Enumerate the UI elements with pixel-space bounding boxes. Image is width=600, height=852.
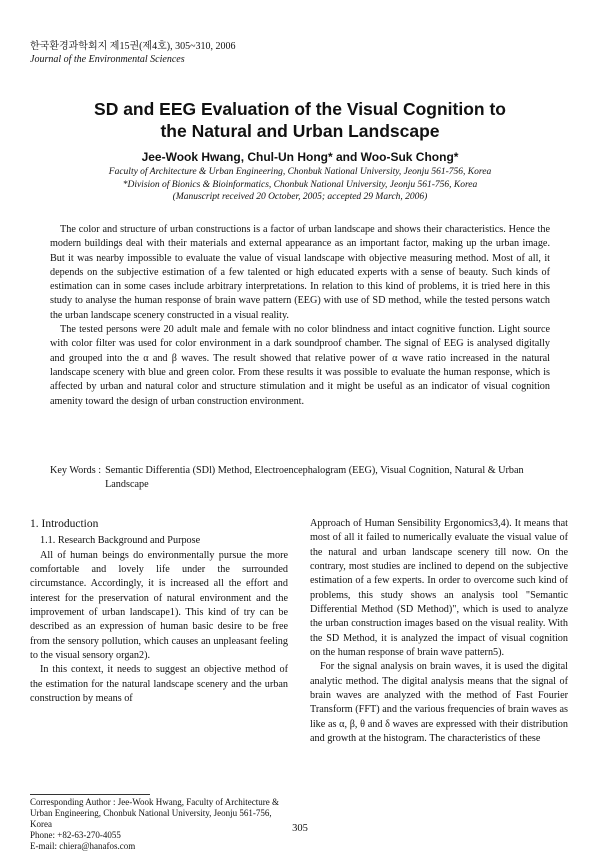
body-paragraph: For the signal analysis on brain waves, it is used the digital analytic method. The digital analysis means that the signal of brain waves are analyzed with the method of Fast Fourier Transform (FFT) and the various frequencies of brain waves as like as α, β, θ and δ waves are expressed with their distribution and growth at the histogram. The characteristics of these <box>310 661 568 745</box>
affiliation-1: Faculty of Architecture & Urban Engineering, Chonbuk National University, Jeonju 561-756, Korea <box>108 167 492 177</box>
manuscript-dates: (Manuscript received 20 October, 2005; accepted 29 March, 2006) <box>172 192 428 202</box>
page-number: 305 <box>292 823 308 834</box>
body-column-left <box>30 517 288 706</box>
footnote-phone: Phone: +82-63-270-4055 <box>30 830 121 840</box>
abstract-paragraph-2: The tested persons were 20 adult male and female with no color blindness and intact cognitive function. Light source with color filter was used for color environment in a dark soundproof chamber. The signal of EEG is analysed digitally and grouped into the α and β waves. The result showed that relative power of α wave ratio increased in the natural landscape scenery with blue and green color. From these results it was possible to evaluate the human response, which is affected by urban and natural color and structure stimulation and it might be useful as an indicator of visual cognition amenity toward the design of urban construction environment. <box>50 324 550 407</box>
section-heading: 1. Introduction <box>30 518 99 530</box>
journal-korean-line: 한국환경과학회지 제15권(제4호), 305~310, 2006 <box>30 41 236 52</box>
affiliation-2: *Division of Bionics & Bioinformatics, Chonbuk National University, Jeonju 561-756, Korea <box>122 179 478 190</box>
paper-title <box>40 98 560 142</box>
abstract <box>50 223 550 409</box>
body-paragraph: All of human beings do environmentally pursue the more comfortable and lovely life under the surrounded circumstance. Accordingly, it is increased all the effort and interest for the preservation of natural environment and the improvement of urban landscape1). This kind of try can be described as an expression of human basic desire to be free from the sensory pollution, which causes an unpleasant feeling to the visual sensory organ2). <box>30 549 288 662</box>
subsection-heading: 1.1. Research Background and Purpose <box>40 535 201 547</box>
body-paragraph: In this context, it needs to suggest an objective method of the estimation for the natural landscape scenery and the urban construction by means of <box>30 664 288 705</box>
journal-english-line: Journal of the Environmental Sciences <box>30 54 185 65</box>
footnote-divider <box>30 794 150 795</box>
keywords <box>50 464 550 493</box>
paper-authors: Jee-Wook Hwang, Chul-Un Hong* and Woo-Suk Chong* <box>141 150 459 164</box>
keywords-text: Semantic Differentia (SDl) Method, Electroencephalogram (EEG), Visual Cognition, Natural & Urban Landscape <box>105 465 524 491</box>
journal-header <box>30 40 236 66</box>
footnote-email: E-mail: chiera@hanafos.com <box>30 841 136 851</box>
body-column-right <box>310 517 568 747</box>
paper-title-line2: the Natural and Urban Landscape <box>160 121 440 141</box>
affiliations <box>40 166 560 204</box>
keywords-label: Key Words : <box>50 465 102 476</box>
body-paragraph: Approach of Human Sensibility Ergonomics3,4). It means that most of all it failed to numerically evaluate the visual value of the natural and urban landscape scenery till now. On the contrary, most studies are inclined to depend on the subjective estimation of a few experts. In order to overcome such kind of problems, this study shows an analysis tool "Semantic Differential Method (SD Method)", which is used to analyze the urban construction images based on the visual reality. With the SD Method, it is analyzed the impact of visual cognition on the human response of brain wave pattern5). <box>310 518 568 659</box>
abstract-paragraph-1: The color and structure of urban constructions is a factor of urban landscape and shows their characteristics. Hence the modern buildings deal with their materials and external appearance as an important factor, making up the urban image. But it was nearby impossible to evaluate the value of visual landscape with objective measuring method. Most of all, it depends on the subjective estimation of a few talented or high educated experts with a sense of beauty. Such kinds of estimation can in some cases include arbitrary interpretations. In relation to this kind of problems, it is tried here in this study to analyse the human response of brain wave pattern (EEG) with use of SD method, while the tested persons watch the urban landscape scenery constructed in a visual reality. <box>50 224 550 321</box>
footnote-author-line: Corresponding Author : Jee-Wook Hwang, Faculty of Architecture & Urban Engineering, Chonbuk National University, Jeonju 561-756, Korea <box>30 797 282 829</box>
paper-title-line1: SD and EEG Evaluation of the Visual Cognition to <box>94 99 506 119</box>
